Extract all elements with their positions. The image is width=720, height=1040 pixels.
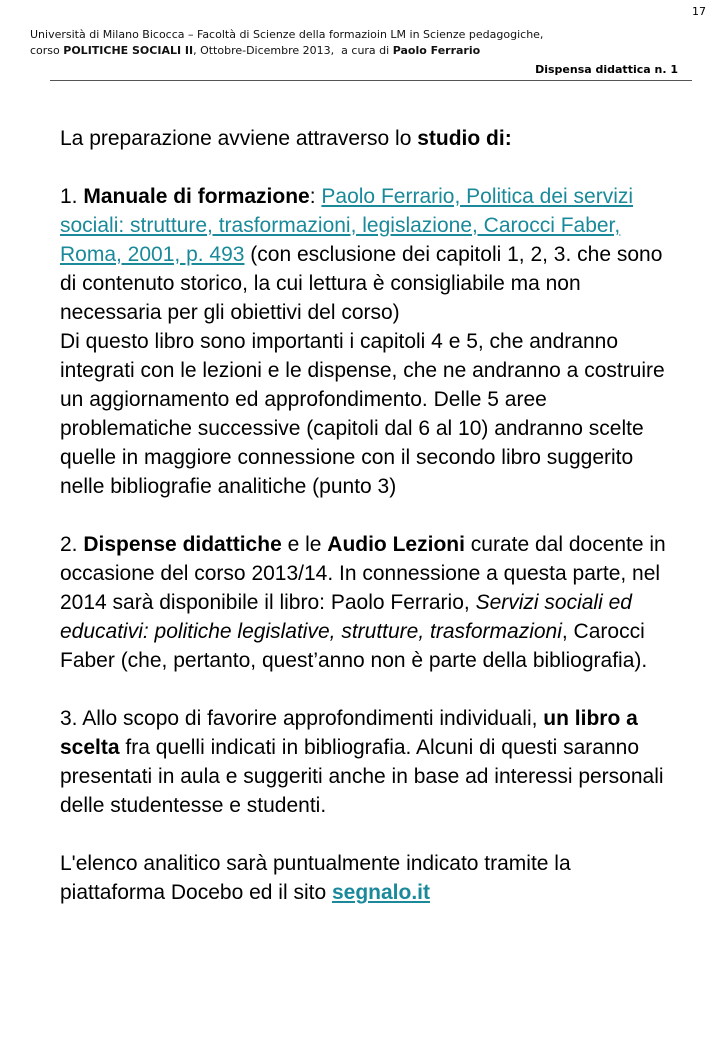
item-2-book-title: Servizi sociali ed educativi: politiche legislative, strutture, trasformazioni — [60, 591, 632, 643]
item-3-paragraph — [60, 704, 680, 820]
item-1-number: 1. — [60, 185, 84, 208]
header-date: , Ottobre-Dicembre 2013, a cura di — [193, 44, 393, 57]
header-course-prefix: corso — [30, 44, 64, 57]
item-1-note: (con esclusione dei capitoli 1, 2, 3. che sono di contenuto storico, la cui lettura è consigliabile ma non necessaria per gli obiettivi del corso) — [60, 243, 663, 324]
item-1-title: Manuale di formazione — [83, 185, 310, 208]
header-course-name: POLITICHE SOCIALI II — [63, 44, 194, 57]
document-header — [30, 27, 680, 59]
item-1-paragraph — [60, 182, 680, 327]
item-2-dispense: Dispense didattiche — [83, 533, 282, 556]
item-2-number: 2. — [60, 533, 84, 556]
intro-text: La preparazione avviene attraverso lo — [60, 127, 418, 150]
intro-bold: studio di: — [417, 127, 512, 150]
closing-text: L'elenco analitico sarà puntualmente indicato tramite la piattaforma Docebo ed il sito — [60, 852, 571, 904]
segnalo-link[interactable]: segnalo.it — [331, 881, 431, 904]
dispensa-label: Dispensa didattica n. 1 — [535, 63, 678, 76]
intro-paragraph — [60, 124, 680, 153]
item-3-text-end: fra quelli indicati in bibliografia. Alcuni di questi saranno presentati in aula e suggeriti anche in base ad interessi personali delle studentesse e studenti. — [60, 736, 664, 817]
page-number: 17 — [692, 5, 706, 18]
spacer — [60, 675, 680, 704]
spacer — [60, 501, 680, 530]
spacer — [60, 153, 680, 182]
item-2-audio-lezioni: Audio Lezioni — [327, 533, 465, 556]
header-line-2 — [30, 43, 680, 59]
closing-paragraph — [60, 849, 680, 907]
spacer — [60, 820, 680, 849]
item-1-paragraph-2: Di questo libro sono importanti i capitoli 4 e 5, che andranno integrati con le lezioni e le dispense, che ne andranno a costruire un aggiornamento ed approfondimento. Delle 5 aree problematiche successive (capitoli dal 6 al 10) andranno scelte quelle in maggiore connessione con il secondo libro suggerito nelle bibliografie analitiche (punto 3) — [60, 330, 665, 498]
item-2-text: curate dal docente in occasione del corso 2013/14. In connessione a questa parte, nel 2014 sarà disponibile il libro: Paolo Ferrario, — [60, 533, 666, 614]
header-divider — [50, 80, 692, 81]
header-line-1: Università di Milano Bicocca – Facoltà di Scienze della formazioin LM in Scienze pedagogiche, — [30, 28, 544, 41]
header-author: Paolo Ferrario — [392, 44, 481, 57]
main-content — [60, 124, 680, 907]
item-3-bold: un libro a scelta — [60, 707, 638, 759]
item-2-connector: e le — [281, 533, 328, 556]
item-3-text: 3. Allo scopo di favorire approfondimenti individuali, — [60, 707, 544, 730]
item-2-paragraph — [60, 530, 680, 675]
item-2-text-end: , Carocci Faber (che, pertanto, quest’anno non è parte della bibliografia). — [60, 620, 648, 672]
item-1-book-link[interactable]: Paolo Ferrario, Politica dei servizi sociali: strutture, trasformazioni, legislazione, Carocci Faber, Roma, 2001, p. 493 — [60, 185, 634, 266]
item-1-colon: : — [309, 185, 322, 208]
